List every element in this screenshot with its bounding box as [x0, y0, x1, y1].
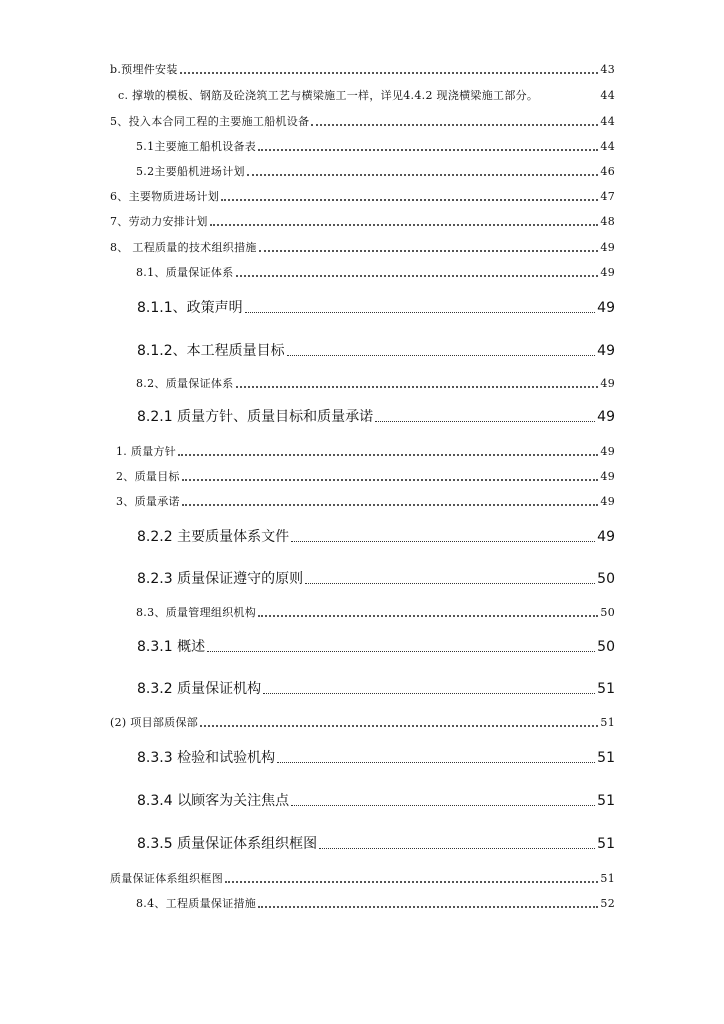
- toc-entry[interactable]: [110, 871, 615, 887]
- toc-entry[interactable]: [136, 376, 615, 392]
- toc-entry-title: b.预埋件安装: [110, 63, 178, 76]
- toc-entry-title: 8.3.3 检验和试验机构: [137, 750, 276, 766]
- toc-page-number: 49: [600, 241, 615, 254]
- dot-leader: [287, 354, 596, 356]
- toc-page-number: 44: [600, 140, 615, 153]
- toc-page-number: 52: [600, 897, 615, 910]
- toc-entry[interactable]: [137, 407, 615, 427]
- dot-leader: [540, 99, 598, 100]
- toc-page-number: 49: [597, 300, 615, 316]
- toc-entry-title: 8.3.4 以顾客为关注焦点: [137, 793, 290, 809]
- toc-entry-title: 8.1、质量保证体系: [136, 266, 234, 279]
- toc-entry[interactable]: [136, 605, 615, 621]
- dot-leader: [182, 503, 599, 506]
- dot-leader: [259, 249, 599, 252]
- dot-leader: [258, 148, 598, 151]
- toc-page-number: 49: [597, 409, 615, 425]
- toc-entry[interactable]: [137, 298, 615, 318]
- toc-page-number: 48: [600, 215, 615, 228]
- dot-leader: [225, 880, 598, 883]
- toc-page-number: 47: [600, 190, 615, 203]
- toc-entry-title: 8.2.2 主要质量体系文件: [137, 529, 290, 545]
- toc-entry[interactable]: [116, 469, 615, 485]
- toc-entry[interactable]: [137, 527, 615, 547]
- toc-page-number: 50: [597, 639, 615, 655]
- toc-entry-title: 8.3.5 质量保证体系组织框图: [137, 836, 318, 852]
- toc-entry-title: 8、 工程质量的技术组织措施: [110, 241, 257, 254]
- toc-page-number: 46: [600, 165, 615, 178]
- toc-entry[interactable]: [137, 679, 615, 699]
- toc-entry[interactable]: [136, 164, 615, 180]
- toc-page-number: 49: [600, 377, 615, 390]
- toc-page-number: 44: [600, 89, 615, 102]
- dot-leader: [258, 614, 598, 617]
- toc-entry[interactable]: [137, 791, 615, 811]
- toc-entry-title: 6、主要物质进场计划: [110, 190, 219, 203]
- toc-entry-title: 8.3.1 概述: [137, 639, 206, 655]
- toc-entry[interactable]: [110, 62, 615, 78]
- dot-leader: [245, 311, 596, 313]
- toc-entry-title: 8.4、工程质量保证措施: [136, 897, 257, 910]
- dot-leader: [375, 420, 595, 422]
- dot-leader: [182, 478, 599, 481]
- toc-entry[interactable]: [137, 834, 615, 854]
- toc-entry[interactable]: [136, 265, 615, 281]
- toc-entry-title: 3、质量承诺: [116, 495, 180, 508]
- toc-page-number: 49: [600, 445, 615, 458]
- toc-entry[interactable]: [136, 896, 615, 912]
- toc-page-number: 49: [600, 495, 615, 508]
- toc-entry-title: 8.1.1、政策声明: [137, 300, 243, 316]
- dot-leader: [221, 198, 598, 201]
- dot-leader: [277, 761, 595, 763]
- toc-entry-title: 8.2、质量保证体系: [136, 377, 234, 390]
- toc-entry-title: 8.2.3 质量保证遵守的原则: [137, 571, 304, 587]
- toc-entry[interactable]: [116, 494, 615, 510]
- dot-leader: [258, 905, 598, 908]
- toc-entry-title: 8.3.2 质量保证机构: [137, 681, 262, 697]
- toc-page-number: 51: [597, 836, 615, 852]
- toc-entry[interactable]: [110, 114, 615, 130]
- toc-page-number: 51: [597, 750, 615, 766]
- toc-page-number: 49: [597, 529, 615, 545]
- toc-page-number: 43: [600, 63, 615, 76]
- toc-entry[interactable]: [137, 569, 615, 589]
- toc-entry-title: 8.1.2、本工程质量目标: [137, 343, 285, 359]
- toc-page-number: 49: [600, 470, 615, 483]
- toc-entry-title: 5.1主要施工船机设备表: [136, 140, 257, 153]
- dot-leader: [291, 540, 595, 542]
- toc-entry-title: 5.2主要船机进场计划: [136, 165, 245, 178]
- dot-leader: [291, 804, 595, 806]
- toc-entry[interactable]: [137, 637, 615, 657]
- toc-page-number: 51: [597, 793, 615, 809]
- dot-leader: [178, 453, 598, 456]
- toc-entry[interactable]: [110, 715, 615, 731]
- dot-leader: [247, 173, 599, 176]
- toc-entry-title: 7、劳动力安排计划: [110, 215, 208, 228]
- toc-entry-title: 质量保证体系组织框图: [110, 872, 223, 885]
- dot-leader: [200, 724, 598, 727]
- toc-entry[interactable]: [110, 214, 615, 230]
- toc-entry[interactable]: [110, 189, 615, 205]
- dot-leader: [207, 650, 595, 652]
- toc-entry[interactable]: [136, 139, 615, 155]
- toc-entry[interactable]: [116, 444, 615, 460]
- toc-entry-title: 8.2.1 质量方针、质量目标和质量承诺: [137, 409, 374, 425]
- dot-leader: [180, 71, 599, 74]
- toc-page-number: 51: [597, 681, 615, 697]
- toc-entry-title: 1. 质量方针: [116, 445, 177, 458]
- toc-entry[interactable]: [110, 240, 615, 256]
- toc-page-number: 44: [600, 115, 615, 128]
- toc-page-number: 49: [600, 266, 615, 279]
- toc-page-number: 49: [597, 343, 615, 359]
- toc-entry-title: 8.3、质量管理组织机构: [136, 606, 257, 619]
- toc-entry-title: 2、质量目标: [116, 470, 180, 483]
- dot-leader: [210, 223, 599, 226]
- dot-leader: [236, 274, 599, 277]
- toc-page-number: 51: [600, 716, 615, 729]
- toc-entry-title: c. 撑墩的模板、钢筋及砼浇筑工艺与横梁施工一样，详见4.4.2 现浇横梁施工部分。: [118, 89, 539, 102]
- toc-page-number: 50: [600, 606, 615, 619]
- dot-leader: [311, 123, 598, 126]
- toc-page-number: 51: [600, 872, 615, 885]
- toc-entry-title: 5、投入本合同工程的主要施工船机设备: [110, 115, 310, 128]
- toc-entry-title: (2) 项目部质保部: [110, 716, 199, 729]
- dot-leader: [263, 692, 595, 694]
- dot-leader: [305, 582, 595, 584]
- toc-entry[interactable]: [137, 341, 615, 361]
- toc-entry[interactable]: [118, 88, 615, 104]
- toc-entry[interactable]: [137, 748, 615, 768]
- toc-page-number: 50: [597, 571, 615, 587]
- dot-leader: [319, 847, 595, 849]
- dot-leader: [236, 385, 599, 388]
